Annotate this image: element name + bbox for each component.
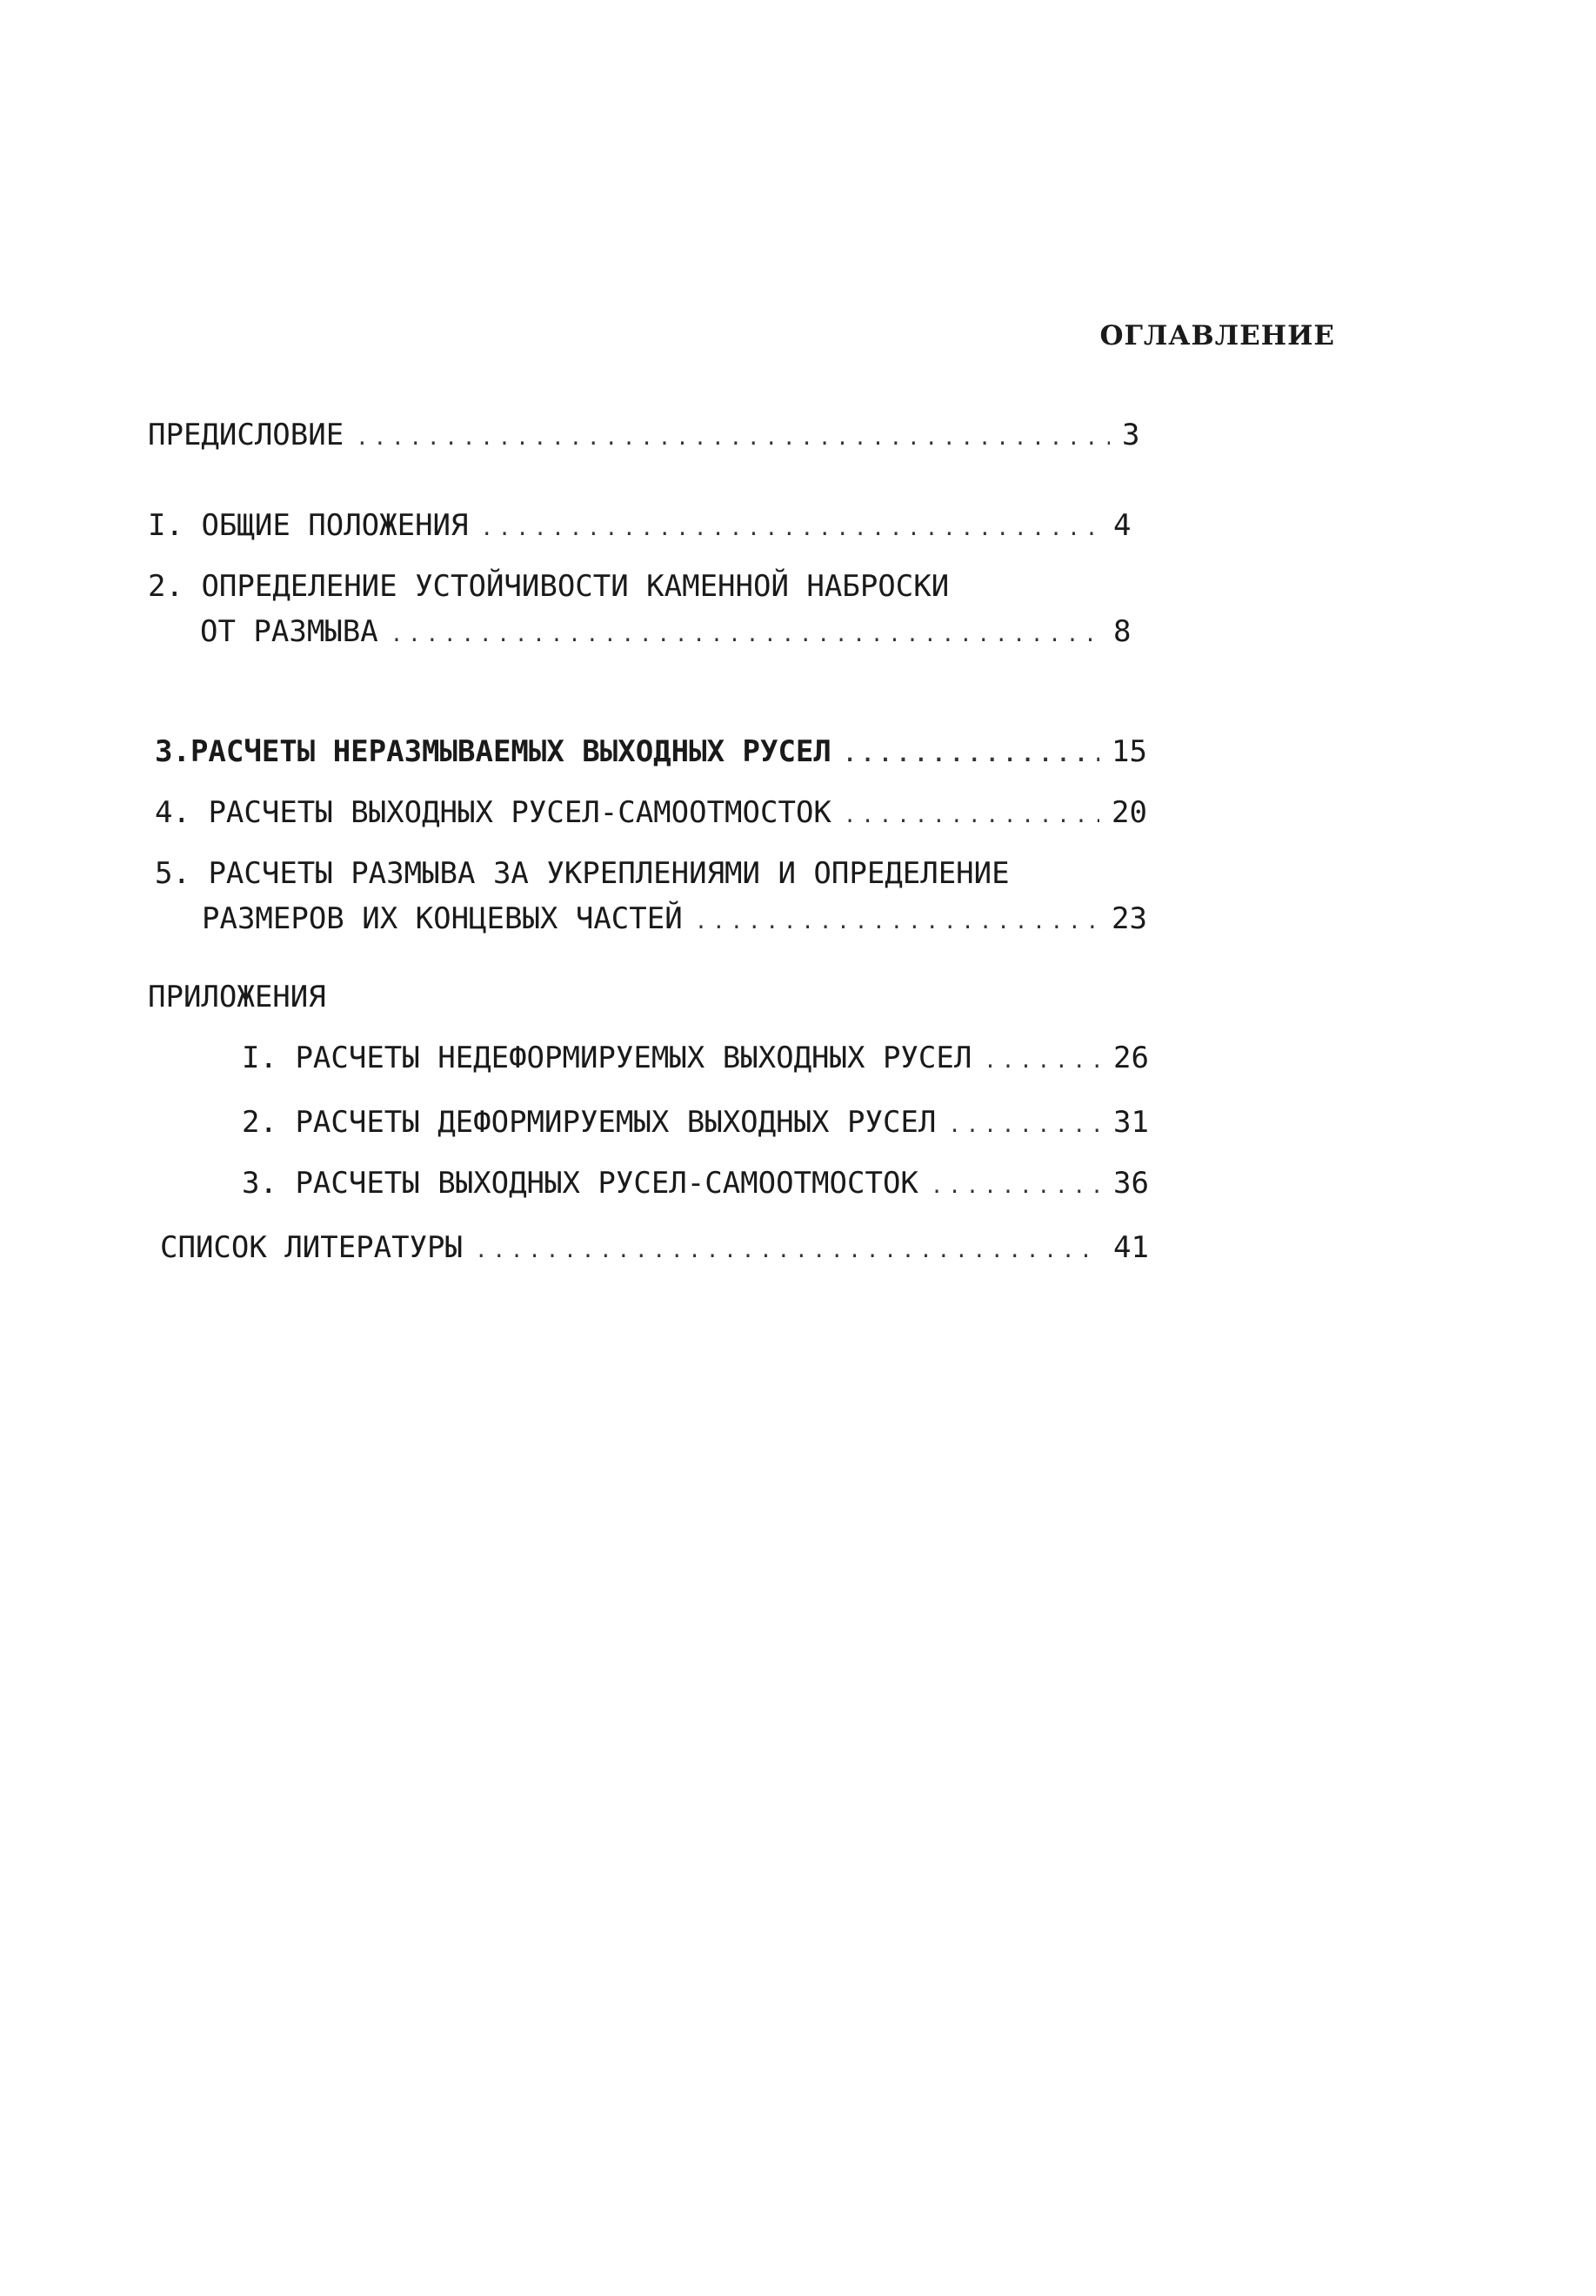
toc-entry-preface[interactable] xyxy=(148,418,1140,455)
dot-leader xyxy=(391,617,1101,652)
toc-entry-number: 2. xyxy=(242,1105,277,1140)
toc-page-number: 36 xyxy=(1113,1166,1149,1201)
toc-page-number: 20 xyxy=(1112,795,1147,830)
toc-entry-5[interactable] xyxy=(202,901,1147,939)
toc-entry-label: РАСЧЕТЫ ДЕФОРМИРУЕМЫХ ВЫХОДНЫХ РУСЕЛ xyxy=(295,1105,937,1140)
toc-entry-number: 3. xyxy=(242,1166,277,1201)
toc-page-number: 4 xyxy=(1113,508,1132,543)
appendix-entry-2[interactable] xyxy=(242,1105,1149,1142)
toc-entry-label: РАСЧЕТЫ НЕДЕФОРМИРУЕМЫХ ВЫХОДНЫХ РУСЕЛ xyxy=(295,1041,972,1075)
toc-entry-references[interactable] xyxy=(160,1230,1149,1268)
page-title: ОГЛАВЛЕНИЕ xyxy=(1099,320,1335,351)
dot-leader xyxy=(844,737,1099,772)
toc-entry-4[interactable] xyxy=(155,795,1147,833)
toc-page-number: 26 xyxy=(1113,1041,1149,1075)
toc-entry-label: СПИСОК ЛИТЕРАТУРЫ xyxy=(160,1230,463,1265)
toc-entry-number: I. xyxy=(242,1041,277,1075)
toc-entry-number: 3. xyxy=(155,734,190,769)
toc-entry-1[interactable] xyxy=(148,508,1132,546)
dot-leader xyxy=(931,1168,1101,1203)
toc-entry-label: РАСЧЕТЫ ВЫХОДНЫХ РУСЕЛ-САМООТМОСТОК xyxy=(295,1166,918,1201)
dot-leader xyxy=(844,798,1099,833)
dot-leader xyxy=(695,904,1099,939)
toc-entry-label: ПРЕДИСЛОВИЕ xyxy=(148,418,344,452)
appendix-heading: ПРИЛОЖЕНИЯ xyxy=(148,980,326,1014)
dot-leader xyxy=(475,1233,1101,1268)
appendix-entry-3[interactable] xyxy=(242,1166,1149,1203)
dot-leader xyxy=(480,511,1101,546)
toc-page-number: 31 xyxy=(1113,1105,1149,1140)
toc-entry-label: РАСЧЕТЫ ВЫХОДНЫХ РУСЕЛ-САМООТМОСТОК xyxy=(208,795,831,830)
toc-page-number: 8 xyxy=(1113,614,1132,649)
toc-entry-number: 5. xyxy=(155,856,190,891)
toc-entry-label: ОПРЕДЕЛЕНИЕ УСТОЙЧИВОСТИ КАМЕННОЙ НАБРОСКИ xyxy=(201,569,950,604)
toc-entry-label: ОТ РАЗМЫВА xyxy=(200,614,378,649)
toc-entry-number: 4. xyxy=(155,795,190,830)
toc-entry-label: ОБЩИЕ ПОЛОЖЕНИЯ xyxy=(201,508,469,543)
dot-leader xyxy=(984,1043,1101,1078)
dot-leader xyxy=(356,420,1110,455)
dot-leader xyxy=(948,1108,1101,1142)
toc-page-number: 23 xyxy=(1112,901,1147,936)
toc-entry-2[interactable] xyxy=(200,614,1132,652)
toc-page-number: 15 xyxy=(1112,734,1147,769)
toc-page-number: 3 xyxy=(1122,418,1140,452)
toc-entry-3[interactable] xyxy=(155,734,1147,772)
toc-entry-label: РАСЧЕТЫ НЕРАЗМЫВАЕМЫХ ВЫХОДНЫХ РУСЕЛ xyxy=(190,734,831,769)
toc-entry-number: 2. xyxy=(148,569,184,604)
toc-entry-label: РАЗМЕРОВ ИХ КОНЦЕВЫХ ЧАСТЕЙ xyxy=(202,901,683,936)
toc-entry-5-line1 xyxy=(155,856,1010,891)
appendix-entry-1[interactable] xyxy=(242,1041,1149,1078)
toc-entry-label: РАСЧЕТЫ РАЗМЫВА ЗА УКРЕПЛЕНИЯМИ И ОПРЕДЕЛЕНИЕ xyxy=(208,856,1010,891)
toc-entry-2-line1 xyxy=(148,569,949,604)
toc-entry-number: I. xyxy=(148,508,184,543)
toc-page-number: 41 xyxy=(1113,1230,1149,1265)
